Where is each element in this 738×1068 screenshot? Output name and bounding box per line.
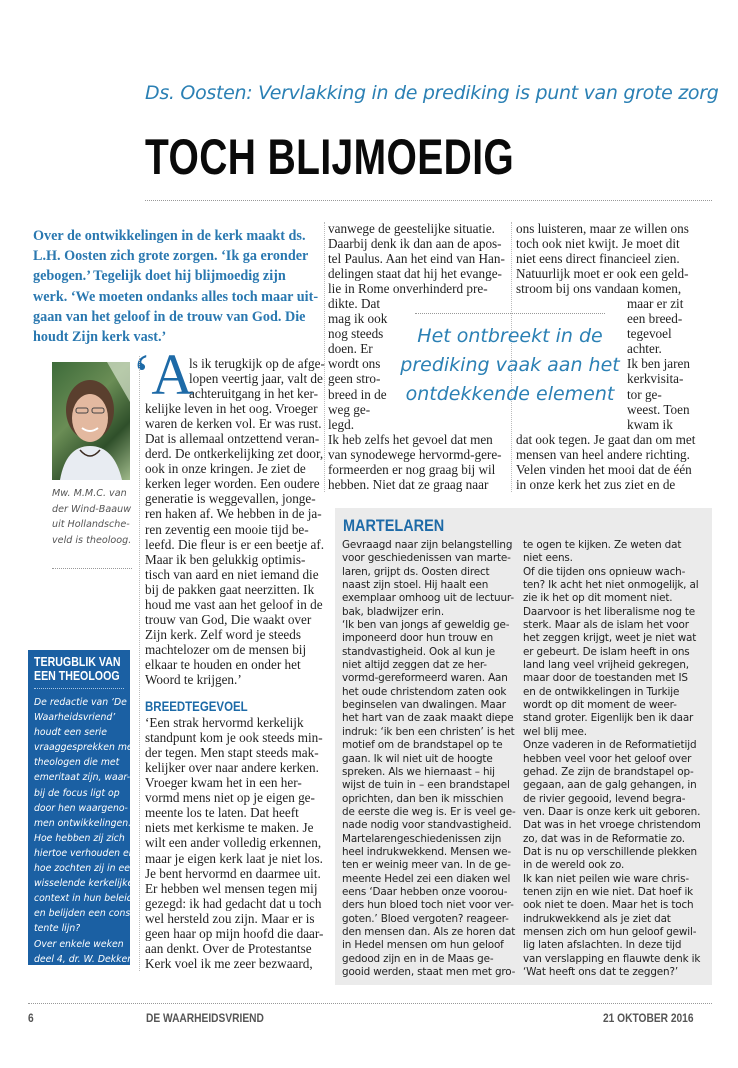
text-line: gedood zijn en in de Maas ge-: [342, 952, 494, 965]
text-line: Ik kan niet peilen wie ware chris-: [523, 872, 689, 885]
text-line: de rivier gegooid, levend begra-: [523, 792, 686, 805]
text-line: Zijn kerk. Zelf word je steeds: [145, 626, 302, 642]
text-line: den mensen dan. Als ze horen dat: [342, 925, 516, 938]
text-line: wel blij mee.: [523, 725, 587, 738]
text-line: wilt een ander volledig erkennen,: [145, 835, 322, 851]
column-1-paragraph: [145, 401, 327, 687]
text-line: uit Hollandsche-: [52, 519, 130, 530]
text-line: stand groter. Eigenlijk ben ik daar: [523, 712, 694, 725]
text-line: De redactie van ‘De: [34, 697, 127, 708]
text-line: gebogen.’ Tegelijk doet hij blijmoedig zijn: [33, 268, 286, 285]
text-line: context in hun beleid: [34, 893, 133, 905]
text-line: mensen zich om hun geloof gewil-: [523, 925, 697, 938]
text-line: hoe zochten zij in een: [34, 863, 136, 875]
text-line: bak, bladwijzer erin.: [342, 605, 445, 618]
text-line: ontdekkende element: [405, 383, 615, 405]
text-line: ren haken af. We hebben in de ja-: [145, 506, 322, 522]
text-line: houdt een serie: [34, 727, 107, 739]
text-line: Dat was in het vroege christendom: [523, 819, 701, 832]
column-3-top: [516, 221, 712, 296]
text-line: Hoe hebben zij zich: [34, 832, 125, 844]
text-line: TERUGBLIK VAN: [34, 655, 121, 669]
text-line: houdt Zijn kerk vast.’: [33, 329, 167, 346]
martelaren-column-1: [342, 539, 516, 979]
text-line: tegevoel: [627, 326, 672, 342]
issue-date: 21 OKTOBER 2016: [603, 1011, 694, 1025]
text-line: waren de kerken vol. Er was rust.: [145, 416, 322, 432]
portrait-image: [52, 362, 130, 480]
text-line: ‘Een strak hervormd kerkelijk: [145, 715, 304, 731]
text-line: er gebeurt. De islam heeft in ons: [523, 645, 690, 658]
text-line: lig laten afslachten. In deze tijd: [523, 939, 682, 952]
text-line: machtelozer om de mensen bij: [145, 641, 307, 657]
text-line: gezegd: ik had gedacht dat u toch: [145, 895, 322, 911]
text-line: ‘Wat heeft ons dat te zeggen?’: [523, 966, 678, 978]
article-intro: [33, 226, 323, 347]
text-line: en belijden een consis-: [34, 908, 142, 920]
text-line: vormd mens niet op je eigen ge-: [145, 790, 315, 806]
text-line: Of die tijden ons opnieuw wach-: [523, 565, 686, 578]
text-line: leefd. Die fleur is er een beetje af.: [145, 536, 325, 552]
text-line: geen haar op mijn hoofd die daar-: [145, 925, 324, 941]
text-line: door hen waargeno-: [34, 802, 128, 814]
text-line: breed in de: [328, 386, 387, 402]
series-info-divider: [34, 688, 124, 689]
text-line: gehad. Ze zijn de brandstapel op-: [523, 765, 694, 778]
text-line: Over enkele weken: [34, 938, 124, 950]
text-line: ls ik terugkijk op de afge-: [189, 356, 325, 371]
text-line: goten.’ Bloed vergoten? reageer-: [342, 912, 509, 925]
text-line: wordt ons: [328, 356, 381, 372]
text-line: Waarheidsvriend’: [34, 712, 116, 724]
text-line: in onze kerk het zus ziet en de: [516, 476, 676, 492]
text-line: spreken. Als we hiernaast – hij: [342, 765, 495, 778]
text-line: bij de focus ligt op: [34, 787, 120, 799]
text-line: deel 4, dr. W. Dekker.: [34, 953, 134, 965]
text-line: mag ik ook: [328, 311, 388, 327]
text-line: Ik ben jaren: [627, 356, 690, 372]
text-line: meente los te laten. Dat heeft: [145, 805, 299, 821]
column-1-paragraph-2: [145, 715, 327, 971]
subheading-breedtegevoel: BREEDTEGEVOEL: [145, 699, 248, 715]
text-line: ‘Ik ben van jongs af geweldig ge-: [342, 619, 510, 632]
text-line: prediking vaak aan het: [400, 354, 620, 376]
text-line: het oude christendom zaten ook: [342, 685, 507, 698]
text-line: doen. Er: [328, 341, 373, 357]
text-line: gegaan, aan de galg gehangen, in: [523, 779, 697, 792]
martelaren-column-2: [523, 539, 701, 979]
text-line: Daarvoor is het liberalisme nog te: [523, 605, 696, 618]
text-line: meente Hedel zei een diaken wel: [342, 872, 511, 885]
text-line: heel indrukwekkend. Mensen we-: [342, 845, 512, 858]
martelaren-heading: MARTELAREN: [343, 516, 445, 535]
text-line: weg ge-: [328, 401, 371, 417]
text-line: een breed-: [627, 311, 683, 327]
text-line: en de ontwikkelingen in Turkije: [523, 685, 680, 698]
text-line: ven. Daar is onze kerk uit geboren.: [523, 805, 701, 818]
column-divider: [139, 356, 140, 971]
text-line: Woord te krijgen.’: [145, 671, 242, 687]
text-line: wordt op dit moment de weer-: [523, 699, 677, 712]
text-line: elkaar te houden en onder het: [145, 656, 301, 672]
text-line: EEN THEOLOOG: [34, 669, 120, 683]
title-divider: [145, 200, 712, 201]
text-line: naast zijn stoel. Hij haalt een: [342, 579, 489, 592]
footer-divider: [28, 1003, 712, 1004]
text-line: lopen veertig jaar, valt de: [189, 371, 323, 387]
text-line: standpunt kom je ook steeds min-: [145, 730, 323, 746]
text-line: niet altijd zeggen dat ze her-: [342, 659, 487, 672]
text-line: houd me vast aan het geloof in de: [145, 596, 323, 612]
text-line: vraaggesprekken met: [34, 742, 137, 754]
text-line: trouw van God, Die waakt over: [145, 611, 312, 627]
text-line: niet eens.: [523, 552, 573, 565]
column-3-bottom: [516, 432, 712, 492]
text-line: bij de pakken gaat neerzitten. Ik: [145, 581, 315, 597]
text-line: standvastigheid. Ook al kun je: [342, 645, 495, 658]
text-line: der tegen. Men stapt steeds mak-: [145, 745, 319, 761]
text-line: Natuurlijk moet er ook een geld-: [516, 266, 689, 282]
text-line: sterk. Maar als de islam het voor: [523, 619, 689, 632]
text-line: ook niet te doen. Maar het is toch: [523, 899, 694, 912]
text-line: te ogen te kijken. Ze weten dat: [523, 539, 682, 551]
text-line: weest. Toen: [627, 401, 690, 417]
text-line: kwam ik: [627, 416, 673, 432]
text-line: kerken leger worden. Een oudere: [145, 476, 320, 492]
text-line: maar je eigen kerk laat je niet los.: [145, 850, 323, 866]
text-line: maar door de toestanden met IS: [523, 672, 688, 685]
text-line: zo, dat was in de Reformatie zo.: [523, 832, 685, 845]
article-kicker: Ds. Oosten: Vervlakking in de prediking is punt van grote zorg: [145, 82, 719, 104]
text-line: nog steeds: [328, 326, 384, 342]
text-line: indrukwekkend als je ziet dat: [523, 912, 671, 925]
text-line: voor geschiedenissen van marte-: [342, 552, 511, 565]
text-line: lie in Rome onverhinderd pre-: [328, 281, 488, 297]
text-line: tenen zijn en wie niet. Dat hoef ik: [523, 885, 694, 898]
text-line: Mw. M.M.C. van: [52, 488, 127, 499]
text-line: beginselen van dwalingen. Maar: [342, 699, 506, 712]
text-line: in de wereld ook zo.: [523, 859, 625, 872]
text-line: land lang veel vrijheid gekregen,: [523, 659, 689, 672]
text-line: vanwege de geestelijke situatie.: [328, 221, 495, 236]
text-line: geen stro-: [328, 371, 381, 387]
text-line: dikte. Dat: [328, 296, 381, 312]
text-line: eens ‘Daar hebben onze voorou-: [342, 885, 508, 898]
article-column-1: [145, 356, 327, 971]
series-info-heading: [34, 655, 121, 683]
text-line: hebben. Niet dat ze graag naar: [328, 476, 489, 492]
text-line: stroom bij ons vandaan komen,: [516, 281, 682, 297]
text-line: in Hedel mensen om hun geloof: [342, 939, 504, 952]
text-line: Vroeger kwam het in een her-: [145, 775, 302, 791]
text-line: imponeerd door hun trouw en: [342, 632, 494, 645]
text-line: de eerste die weg is. Er is veel ge-: [342, 805, 516, 818]
series-info-box: [28, 650, 142, 965]
text-line: gooid werden, staat men met gro-: [342, 966, 516, 978]
text-line: exemplaar omhoog uit de lectuur-: [342, 592, 514, 605]
text-line: hiertoe verhouden en: [34, 847, 135, 859]
text-line: nade nodig voor standvastigheid.: [342, 819, 512, 832]
portrait-photo: [52, 362, 130, 480]
text-line: achteruitgang in het ker-: [189, 386, 318, 402]
column-divider: [324, 222, 325, 492]
text-line: zie ik het op dit moment niet.: [523, 592, 673, 605]
article-title: TOCH BLIJMOEDIG: [145, 129, 515, 185]
publication-name: DE WAARHEIDSVRIEND: [146, 1011, 264, 1025]
text-line: Maar ik ben gelukkig optimis-: [145, 551, 306, 567]
text-line: wisselende kerkelijke: [34, 878, 134, 890]
text-line: niets met kerkisme te maken. Je: [145, 820, 314, 836]
caption-divider: [52, 568, 132, 569]
text-line: Kerk voel ik me zeer bezwaard,: [145, 955, 313, 971]
text-line: laren, grijpt ds. Oosten direct: [342, 565, 490, 578]
series-info-text: [34, 695, 141, 967]
text-line: formeerden er nog graag bij wil: [328, 461, 496, 477]
text-line: tor ge-: [627, 386, 662, 402]
text-line: ten? Ik acht het niet onmogelijk, al: [523, 579, 699, 592]
martelaren-box: [335, 508, 712, 985]
text-line: motief om de brandstapel op te: [342, 739, 503, 752]
text-line: delingen staat dat hij het evange-: [328, 266, 502, 282]
text-line: Velen vinden het mooi dat de één: [516, 461, 692, 477]
text-line: tente lijn?: [34, 923, 81, 935]
text-line: Het ontbreekt in de: [417, 325, 603, 347]
text-line: het zeggen krijgt, weet je niet wat: [523, 632, 697, 645]
text-line: theologen die met: [34, 757, 120, 769]
text-line: tel Paulus. Aan het eind van Han-: [328, 251, 505, 267]
text-line: Ik heb zelfs het gevoel dat men: [328, 431, 493, 447]
text-line: kelijker over naar andere kerken.: [145, 760, 319, 776]
pull-quote: [395, 322, 625, 409]
page-number: 6: [28, 1011, 34, 1025]
text-line: generatie is weggevallen, jonge-: [145, 491, 316, 507]
text-line: indruk: ‘ik ben een christen’ is het: [342, 725, 515, 738]
text-line: kelijke leven in het oog. Vroeger: [145, 401, 318, 417]
text-line: derd. De ontkerkelijking zet door,: [145, 446, 324, 462]
drop-cap: ‘A: [132, 342, 194, 407]
text-line: der Wind-Baauw: [52, 503, 132, 515]
pull-quote-divider: [415, 313, 605, 314]
text-line: wel hersteld zou zijn. Maar er is: [145, 910, 315, 926]
text-line: tisch van aard en niet iemand die: [145, 566, 319, 582]
text-line: niet eens direct financieel zien.: [516, 251, 680, 267]
text-line: ten er weinig meer van. In de ge-: [342, 859, 511, 872]
text-line: Gevraagd naar zijn belangstelling: [342, 539, 513, 551]
text-line: oprichten, dan ben ik misschien: [342, 792, 504, 805]
text-line: gaan. Ik wil niet uit de hoogte: [342, 752, 493, 765]
text-line: Er hebben wel mensen tegen mij: [145, 880, 318, 896]
text-line: ren zeventig een mooie tijd be-: [145, 521, 309, 537]
text-line: hebben veel voor het geloof over: [523, 752, 692, 765]
text-line: toch ook niet kwijt. Je moet dit: [516, 236, 680, 252]
text-line: mensen van heel andere richting.: [516, 446, 690, 462]
text-line: maar er zit: [627, 296, 684, 312]
text-line: veld is theoloog.: [52, 534, 132, 546]
text-line: Onze vaderen in de Reformatietijd: [523, 739, 697, 752]
text-line: werk. ‘We moeten ondanks alles toch maar uit-: [33, 288, 319, 305]
text-line: van verslapping en flauwte denk ik: [523, 952, 701, 965]
text-line: Martelarengeschiedenissen zijn: [342, 832, 502, 845]
text-line: van synodewege hervormd-gere-: [328, 446, 502, 462]
text-line: men ontwikkelingen.: [34, 817, 132, 829]
text-line: het hart van de zaak maakt diepe: [342, 712, 514, 725]
text-line: aan denkt. Over de Protestantse: [145, 940, 312, 956]
text-line: Je bent hervormd en daarmee uit.: [145, 865, 321, 881]
text-line: dat ook tegen. Je gaat dan om met: [516, 431, 696, 447]
text-line: ons luisteren, maar ze willen ons: [516, 221, 689, 236]
text-line: Dat is nu op verschillende plekken: [523, 845, 697, 858]
text-line: vormd-gereformeerd waren. Aan: [342, 672, 508, 685]
text-line: ook in onze kringen. Je ziet de: [145, 461, 306, 477]
drop-cap-lines: [145, 356, 327, 401]
text-line: legd.: [328, 416, 355, 432]
photo-caption: [52, 486, 137, 548]
text-line: gaan van het geloof in de trouw van God. Die: [33, 308, 306, 325]
text-line: emeritaat zijn, waar-: [34, 772, 131, 784]
text-line: achter.: [627, 341, 662, 357]
text-line: Daarbij denk ik dan aan de apos-: [328, 236, 502, 252]
text-line: kerkvisita-: [627, 371, 684, 387]
text-line: Over de ontwikkelingen in de kerk maakt ds.: [33, 228, 306, 244]
text-line: wijst de tuin in – een brandstapel: [342, 779, 510, 792]
text-line: L.H. Oosten zich grote zorgen. ‘Ik ga eronder: [33, 248, 309, 265]
text-line: ders hun bloed toch niet voor ver-: [342, 899, 514, 912]
text-line: Dat is allemaal ontzettend veran-: [145, 431, 320, 447]
